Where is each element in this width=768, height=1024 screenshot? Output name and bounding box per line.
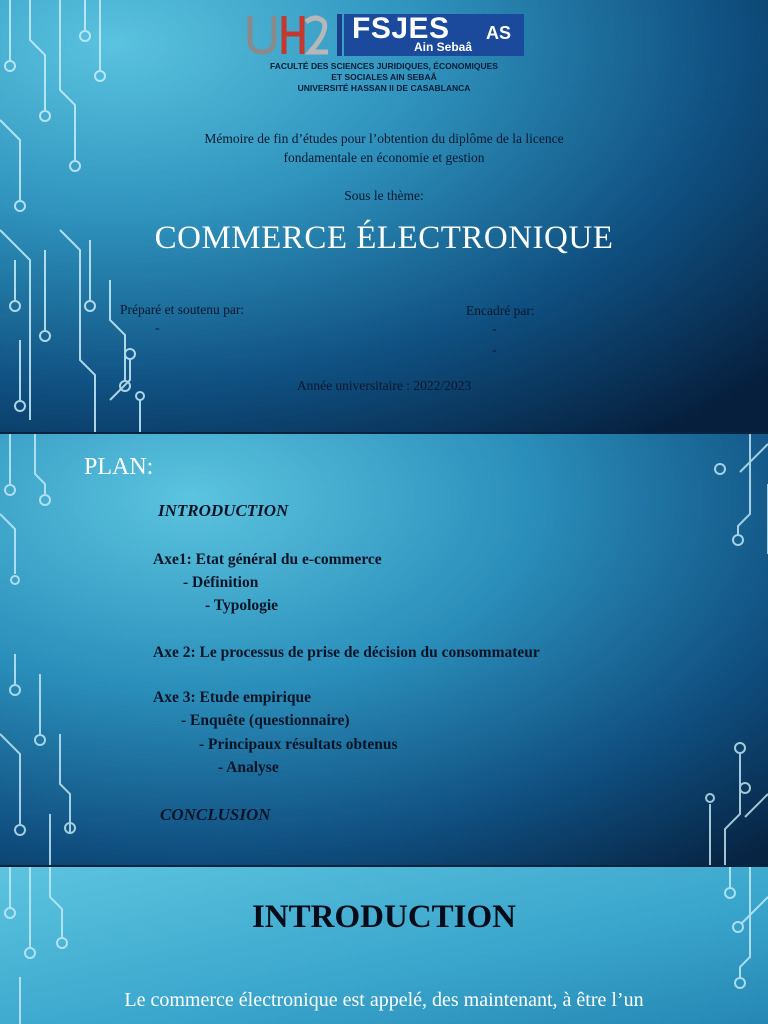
plan-item-axe3-enquete: - Enquête (questionnaire)	[181, 712, 350, 729]
faculty-line-3: UNIVERSITÉ HASSAN II DE CASABLANCA	[297, 83, 471, 93]
supervised-dash-2: -	[492, 342, 497, 357]
memoire-line-1: Mémoire de fin d’études pour l’obtention du diplôme de la licence	[204, 131, 564, 146]
fsjes-logo	[344, 14, 524, 56]
fsjes-subtitle: Ain Sebaâ	[414, 40, 473, 54]
title-slide	[0, 0, 768, 432]
plan-item-axe1: Axe1: Etat général du e-commerce	[153, 551, 382, 568]
theme-title: COMMERCE ÉLECTRONIQUE	[154, 220, 614, 256]
theme-label: Sous le thème:	[344, 188, 424, 203]
plan-item-axe3-analyse: - Analyse	[218, 759, 279, 776]
plan-item-axe3: Axe 3: Etude empirique	[153, 689, 312, 706]
introduction-slide	[0, 867, 768, 1024]
memoire-line-2: fondamentale en économie et gestion	[283, 150, 485, 165]
academic-year: Année universitaire : 2022/2023	[296, 378, 472, 393]
fsjes-text: FSJES	[352, 12, 450, 45]
university-logo	[244, 12, 524, 98]
prepared-dash: -	[155, 320, 160, 335]
plan-item-axe3-resultats: - Principaux résultats obtenus	[199, 736, 398, 753]
plan-item-axe1-typologie: - Typologie	[205, 597, 279, 614]
logo-divider	[337, 14, 342, 56]
plan-slide	[0, 434, 768, 865]
plan-item-axe2: Axe 2: Le processus de prise de décision du consommateur	[153, 644, 540, 661]
plan-item-axe1-definition: - Définition	[183, 574, 259, 591]
faculty-line-1: FACULTÉ DES SCIENCES JURIDIQUES, ÉCONOMIQUES	[270, 61, 498, 71]
circuit-decoration-left	[0, 434, 90, 865]
circuit-decoration-left	[0, 0, 150, 432]
introduction-body: Le commerce électronique est appelé, des maintenant, à être l’un	[124, 989, 644, 1011]
introduction-title: INTRODUCTION	[251, 899, 517, 935]
plan-title: PLAN:	[84, 454, 154, 480]
faculty-line-2: ET SOCIALES AIN SEBAÂ	[331, 72, 437, 82]
prepared-label: Préparé et soutenu par:	[120, 302, 245, 317]
plan-item-introduction: INTRODUCTION	[158, 501, 289, 520]
supervised-dash-1: -	[492, 321, 497, 336]
plan-item-conclusion: CONCLUSION	[160, 805, 271, 824]
fsjes-suffix: AS	[486, 23, 512, 43]
uh2c-logo-icon	[244, 12, 330, 58]
supervised-label: Encadré par:	[466, 303, 535, 318]
circuit-decoration-right	[690, 434, 768, 865]
